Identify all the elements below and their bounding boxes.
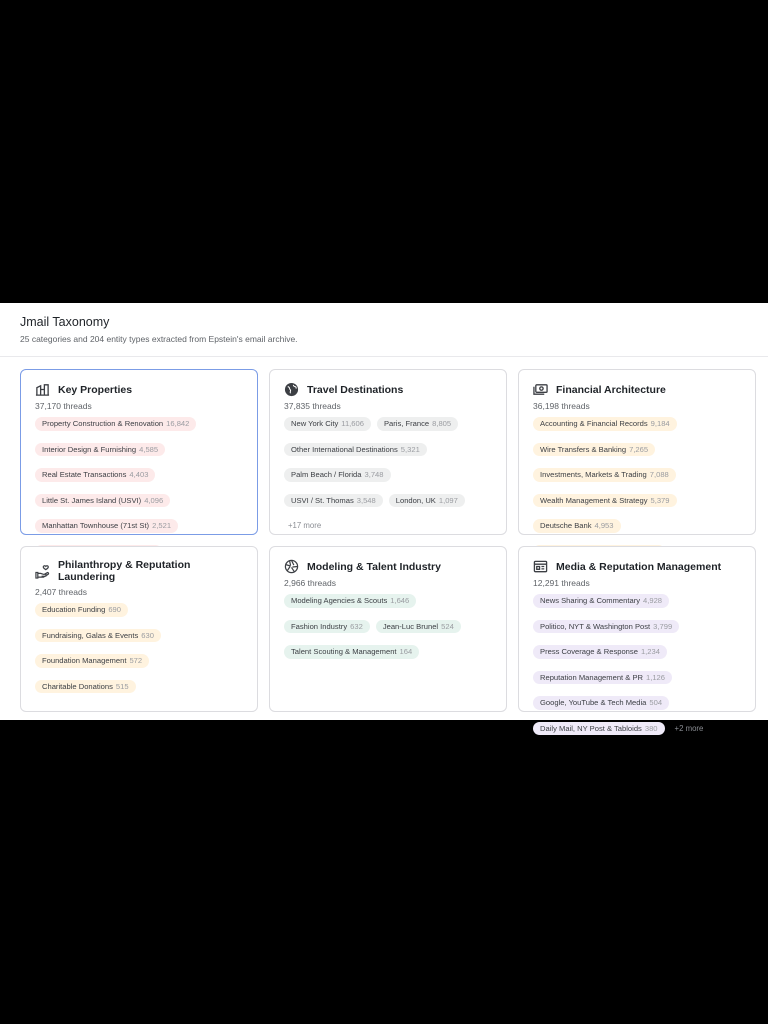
globe-icon (284, 382, 299, 397)
entity-chip[interactable]: Interior Design & Furnishing 4,585 (35, 443, 165, 457)
thread-count: 2,407 threads (35, 587, 87, 597)
card-title: Key Properties (58, 383, 133, 396)
entity-chip[interactable]: Deutsche Bank 4,953 (533, 519, 621, 533)
banknote-icon (533, 382, 548, 397)
entity-chip[interactable]: Google, YouTube & Tech Media 504 (533, 696, 669, 710)
thread-count: 37,170 threads (35, 401, 92, 411)
thread-count: 12,291 threads (533, 578, 590, 588)
card-title: Philanthropy & Reputation Laundering (58, 559, 191, 583)
entity-chip[interactable]: London, UK 1,097 (389, 494, 465, 508)
taxonomy-panel (0, 303, 768, 733)
entity-chip[interactable]: Other International Destinations 5,321 (284, 443, 427, 457)
entity-chip[interactable]: Foundation Management 572 (35, 654, 149, 668)
page-subtitle: 25 categories and 204 entity types extracted from Epstein's email archive. (20, 334, 298, 344)
hand-heart-icon (35, 564, 50, 579)
page-title: Jmail Taxonomy (20, 315, 110, 329)
entity-chip[interactable]: Paris, France 8,805 (377, 417, 458, 431)
category-card-travel-destinations[interactable] (269, 369, 507, 535)
entity-chip[interactable]: Reputation Management & PR 1,126 (533, 671, 672, 685)
thread-count: 36,198 threads (533, 401, 590, 411)
entity-chip[interactable]: Charitable Donations 515 (35, 680, 136, 694)
entity-chip[interactable]: USVI / St. Thomas 3,548 (284, 494, 383, 508)
more-link[interactable]: +17 more (288, 521, 322, 530)
entity-chip[interactable]: Politico, NYT & Washington Post 3,799 (533, 620, 679, 634)
category-card-modeling-talent[interactable] (269, 546, 507, 712)
thread-count: 2,966 threads (284, 578, 336, 588)
aperture-icon (284, 559, 299, 574)
card-title: Travel Destinations (307, 383, 404, 396)
card-title: Financial Architecture (556, 383, 666, 396)
category-card-financial-architecture[interactable] (518, 369, 756, 535)
entity-chip[interactable]: Palm Beach / Florida 3,748 (284, 468, 391, 482)
page-header (0, 303, 768, 357)
entity-chip[interactable]: Press Coverage & Response 1,234 (533, 645, 667, 659)
entity-chip[interactable]: New York City 11,606 (284, 417, 371, 431)
card-title: Modeling & Talent Industry (307, 560, 441, 573)
entity-chip[interactable]: Manhattan Townhouse (71st St) 2,521 (35, 519, 178, 533)
category-card-media-reputation[interactable] (518, 546, 756, 733)
entity-chip[interactable]: News Sharing & Commentary 4,928 (533, 594, 669, 608)
newspaper-icon (533, 559, 548, 574)
card-title: Media & Reputation Management (556, 560, 722, 573)
thread-count: 37,835 threads (284, 401, 341, 411)
entity-chip[interactable]: Education Funding 690 (35, 603, 128, 617)
entity-chip[interactable]: Property Construction & Renovation 16,842 (35, 417, 196, 431)
entity-chip[interactable]: Jean-Luc Brunel 524 (376, 620, 461, 634)
entity-chip[interactable]: Daily Mail, NY Post & Tabloids 380 (533, 722, 665, 736)
entity-chip[interactable]: Talent Scouting & Management 164 (284, 645, 419, 659)
entity-chip[interactable]: Little St. James Island (USVI) 4,096 (35, 494, 170, 508)
building-icon (35, 382, 50, 397)
entity-chip[interactable]: Accounting & Financial Records 9,184 (533, 417, 677, 431)
more-link[interactable]: +2 more (674, 723, 704, 733)
entity-chip[interactable]: Modeling Agencies & Scouts 1,646 (284, 594, 416, 608)
entity-chip[interactable]: Wire Transfers & Banking 7,265 (533, 443, 655, 457)
entity-chip[interactable]: Fashion Industry 632 (284, 620, 370, 634)
entity-chip[interactable]: Real Estate Transactions 4,403 (35, 468, 155, 482)
entity-chip[interactable]: Wealth Management & Strategy 5,379 (533, 494, 677, 508)
category-card-philanthropy[interactable] (20, 546, 258, 712)
entity-chip[interactable]: Fundraising, Galas & Events 630 (35, 629, 161, 643)
entity-chip[interactable]: Investments, Markets & Trading 7,088 (533, 468, 676, 482)
category-grid (20, 369, 756, 733)
category-card-key-properties[interactable] (20, 369, 258, 535)
